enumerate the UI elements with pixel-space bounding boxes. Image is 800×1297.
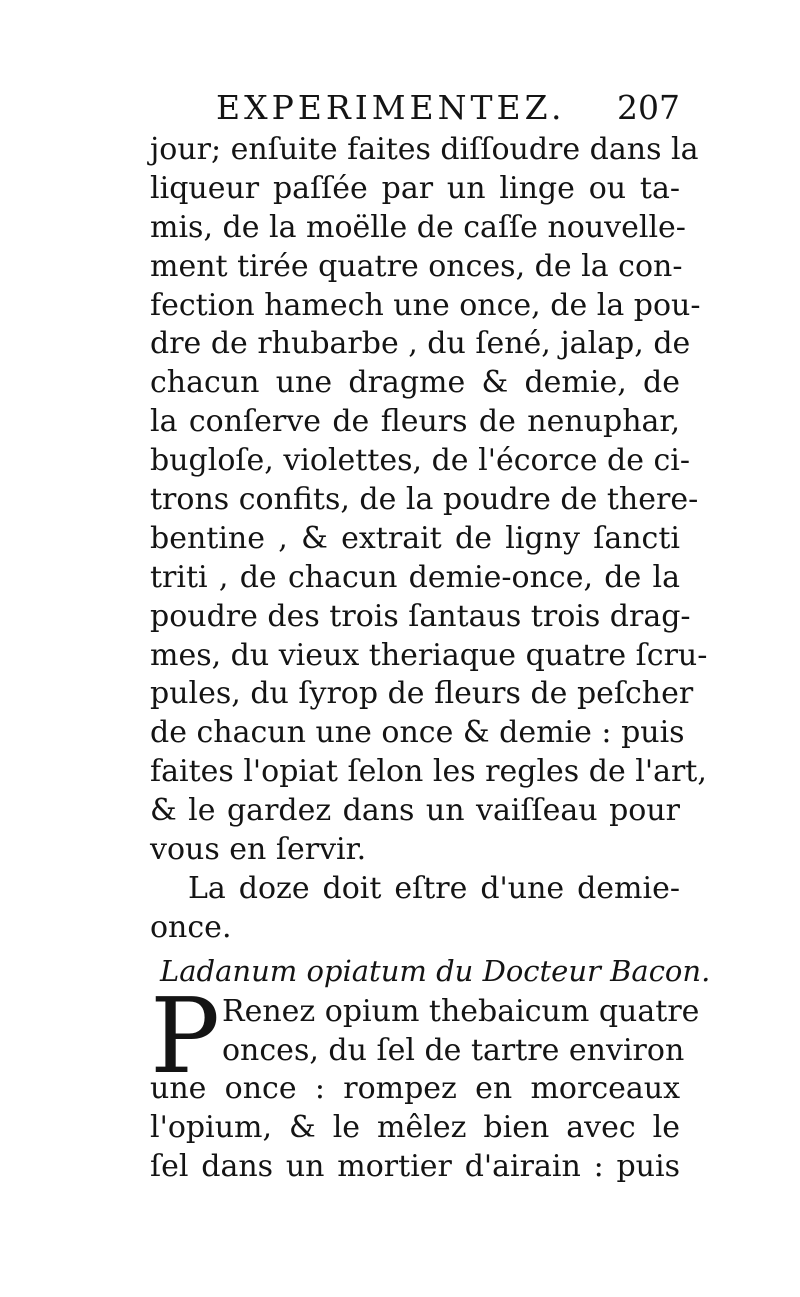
text-line: jour; enſuite faites diſſoudre dans la bbox=[150, 132, 699, 167]
paragraph-dose bbox=[150, 870, 680, 948]
paragraph-recipe bbox=[150, 131, 708, 870]
text-line: Renez opium thebaicum quatre bbox=[222, 993, 700, 1029]
drop-cap: P bbox=[150, 974, 220, 1097]
text-line: de chacun une once & demie : puis bbox=[150, 715, 685, 751]
text-line: fection hamech une once, de la pou- bbox=[150, 287, 701, 323]
text-line: la conſerve de fleurs de nenuphar, bbox=[150, 404, 680, 440]
text-line: une once : rompez en morceaux bbox=[150, 1071, 680, 1107]
running-title: EXPERIMENTEZ. bbox=[216, 88, 566, 127]
text-line: triti , de chacun demie-once, de la bbox=[150, 559, 680, 595]
text-line: ment tirée quatre onces, de la con- bbox=[150, 248, 683, 284]
text-line: vous en ſervir. bbox=[150, 832, 367, 868]
text-line: liqueur paſſée par un linge ou ta- bbox=[150, 170, 680, 206]
recipe-heading: Ladanum opiatum du Docteur Bacon. bbox=[160, 953, 711, 988]
text-line: bugloſe, violettes, de l'écorce de ci- bbox=[150, 443, 691, 479]
text-line: & le gardez dans un vaiſſeau pour bbox=[150, 793, 680, 829]
text-line: once. bbox=[150, 909, 232, 945]
text-line: mes, du vieux theriaque quatre ſcru- bbox=[150, 637, 708, 673]
text-line: ſel dans un mortier d'airain : puis bbox=[150, 1149, 680, 1185]
text-line: chacun une dragme & demie, de bbox=[150, 365, 680, 401]
text-line: l'opium, & le mêlez bien avec le bbox=[150, 1110, 680, 1146]
text-line: poudre des trois ſantaus trois drag- bbox=[150, 598, 691, 634]
body-text bbox=[150, 131, 711, 1187]
text-line: bentine , & extrait de ligny ſancti bbox=[150, 520, 680, 556]
text-line: faites l'opiat ſelon les regles de l'art, bbox=[150, 754, 707, 790]
page-header bbox=[150, 86, 680, 130]
text-line: mis, de la moëlle de caſſe nouvelle- bbox=[150, 209, 686, 245]
text-line: dre de rhubarbe , du ſené, jalap, de bbox=[150, 326, 691, 362]
text-line: onces, du ſel de tartre environ bbox=[222, 1032, 685, 1068]
text-line: pules, du ſyrop de fleurs de peſcher bbox=[150, 676, 694, 712]
text-line: La doze doit eſtre d'une demie- bbox=[188, 870, 680, 906]
text-line: trons confits, de la poudre de there- bbox=[150, 482, 699, 518]
paragraph-ladanum bbox=[150, 974, 700, 1187]
page-number: 207 bbox=[617, 88, 680, 127]
